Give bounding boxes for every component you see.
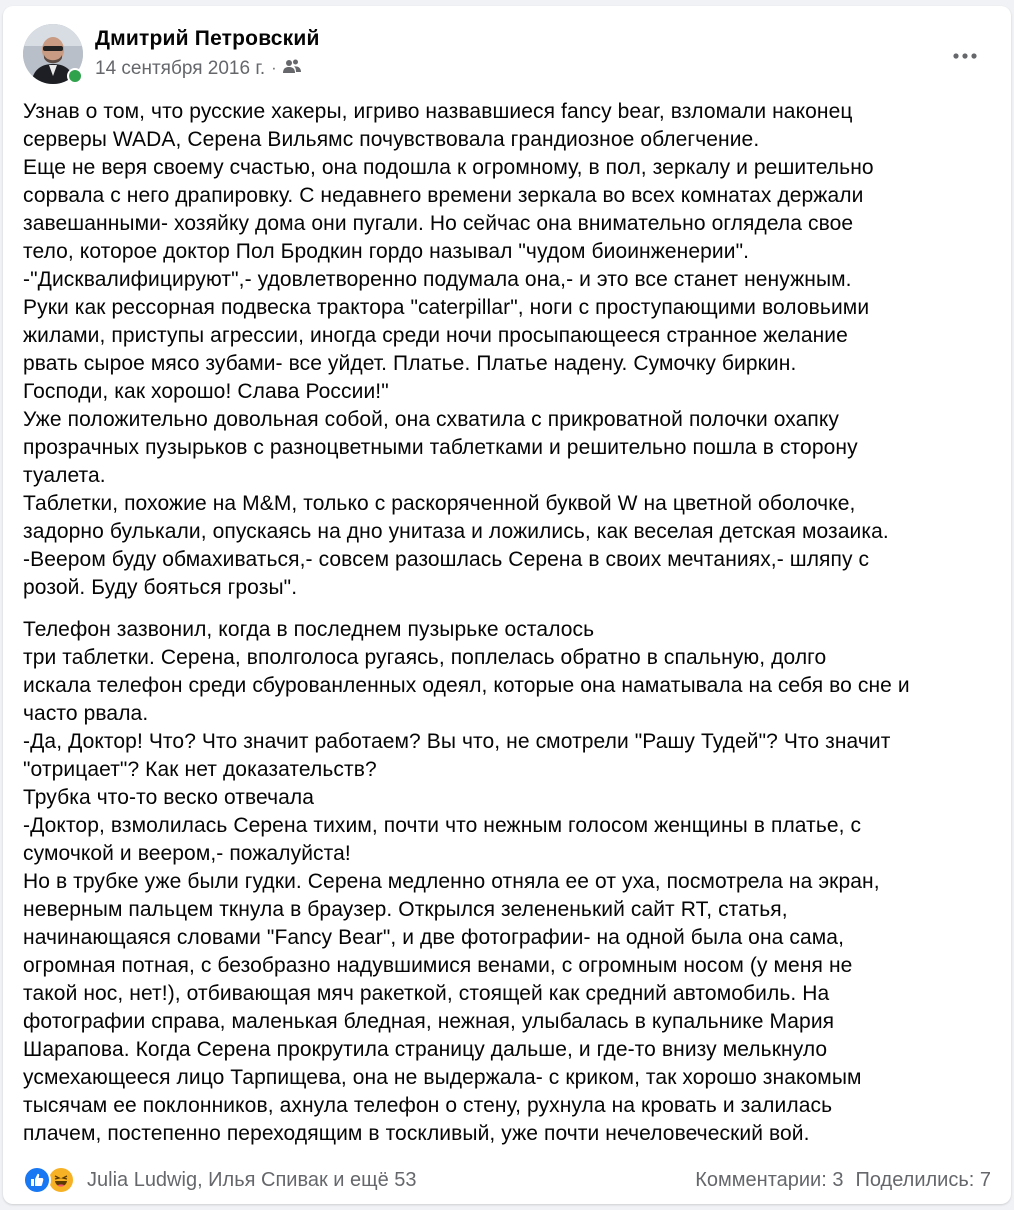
- author-name[interactable]: Дмитрий Петровский: [95, 27, 320, 50]
- meta-separator: ·: [271, 60, 277, 77]
- friends-icon: [283, 58, 301, 80]
- reaction-icons: [23, 1165, 79, 1195]
- online-status-indicator: [67, 68, 83, 84]
- haha-icon: [47, 1166, 75, 1194]
- post-text: [23, 98, 998, 1148]
- post-paragraph: Узнав о том, что русские хакеры, игриво назвавшиеся fancy bear, взломали наконец серверы WADA, Серена Вильямс почувствовала грандиозное облегчение. Еще не веря своему счастью, она подошла к огромному, в пол, зеркалу и решительно сорвала с него драпировку. С недавнего времени зеркала во всех комнатах держали завешанными- хозяйку дома они пугали. Но сейчас она внимательно оглядела свое тело, которое доктор Пол Бродкин гордо называл "чудом биоинженерии". -"Дисквалифицируют",- удовлетворенно подумала она,- и это все станет ненужным. Руки как рессорная подвеска трактора "caterpillar", ноги с проступающими воловьими жилами, приступы агрессии, иногда среди ночи просыпающееся странное желание рвать сырое мясо зубами- все уйдет. Платье. Платье надену. Сумочку биркин. Господи, как хорошо! Слава России!" Уже положительно довольная собой, она схватила с прикроватной полочки охапку прозрачных пузырьков с разноцветными таблетками и решительно пошла в сторону туалета. Таблетки, похожие на M&M, только с раскоряченной буквой W на цветной оболочке, задорно булькали, опускаясь на дно унитаза и ложились, как веселая детская мозаика. -Веером буду обмахиваться,- совсем разошлась Серена в своих мечтаниях,- шляпу с розой. Буду бояться грозы".: [23, 100, 889, 599]
- like-icon: [23, 1166, 51, 1194]
- reactions-summary[interactable]: [23, 1165, 417, 1195]
- more-options-button[interactable]: [947, 42, 983, 70]
- post-meta: [95, 58, 301, 80]
- post-date[interactable]: 14 сентября 2016 г.: [95, 58, 266, 79]
- comments-count[interactable]: Комментарии: 3: [695, 1168, 844, 1191]
- post-footer: [23, 1160, 991, 1200]
- shares-count[interactable]: Поделились: 7: [855, 1168, 991, 1191]
- post-header: [23, 24, 991, 86]
- reactors-text[interactable]: Julia Ludwig, Илья Спивак и ещё 53: [87, 1168, 417, 1191]
- more-dots-icon: [952, 52, 978, 60]
- engagement-counts: [695, 1169, 991, 1192]
- post-card: [3, 6, 1011, 1204]
- post-paragraph: Телефон зазвонил, когда в последнем пузырьке осталось три таблетки. Серена, вполголоса ругаясь, поплелась обратно в спальную, долго искала телефон среди сбурованленных одеял, которые она наматывала на себя во сне и часто рвала. -Да, Доктор! Что? Что значит работаем? Вы что, не смотрели "Рашу Тудей"? Что значит "отрицает"? Как нет доказательств? Трубка что-то веско отвечала -Доктор, взмолилась Серена тихим, почти что нежным голосом женщины в платье, с сумочкой и веером,- пожалуйста! Но в трубке уже были гудки. Серена медленно отняла ее от уха, посмотрела на экран, неверным пальцем ткнула в браузер. Открылся зелененький сайт RT, статья, начинающаяся словами "Fancy Bear", и две фотографии- на одной была она сама, огромная потная, с безобразно надувшимися венами, с огромным носом (у меня не такой нос, нет!), отбивающая мяч ракеткой, стоящей как средний автомобиль. На фотографии справа, маленькая бледная, нежная, улыбалась в купальнике Мария Шарапова. Когда Серена прокрутила страницу дальше, и где-то внизу мелькнуло усмехающееся лицо Тарпищева, она не выдержала- с криком, так хорошо знакомым тысячам ее поклонников, ахнула телефон о стену, рухнула на кровать и залилась плачем, постепенно переходящим в тоскливый, уже почти нечеловеческий вой.: [23, 618, 910, 1145]
